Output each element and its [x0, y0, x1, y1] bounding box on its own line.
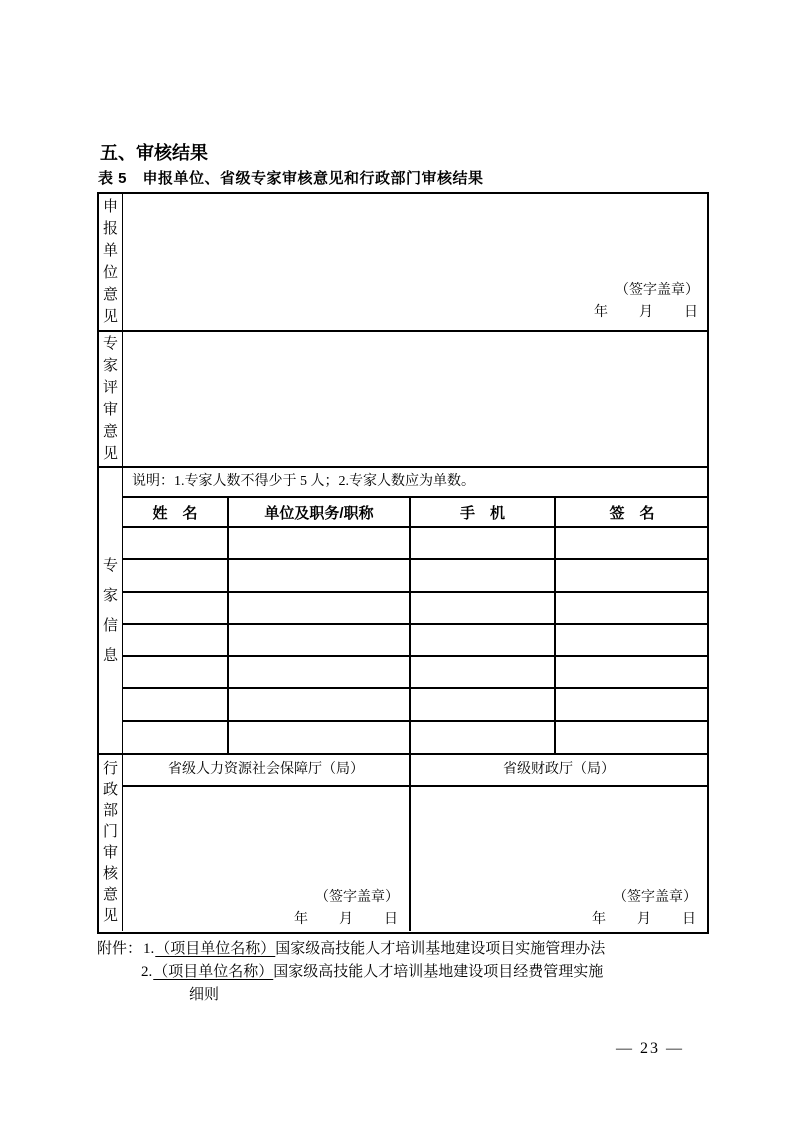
attachment-item-2	[141, 961, 687, 984]
admin-review-label: 行政部门审核意见	[103, 761, 119, 924]
review-table	[97, 192, 709, 934]
expert-table-cell	[555, 656, 708, 688]
expert-table-cell	[228, 656, 410, 688]
expert-review-label: 专家评审意见	[103, 336, 119, 462]
hr-bureau-opinion-cell	[123, 787, 411, 931]
attachment-2-number: 2.	[141, 964, 153, 980]
expert-table-cell	[410, 527, 555, 559]
expert-table-cell	[123, 624, 228, 656]
col-header-signature: 签 名	[555, 498, 708, 527]
finance-bureau-sign-area	[411, 787, 707, 935]
attachment-1-number: 1.	[143, 941, 155, 957]
expert-table-row	[123, 688, 708, 720]
expert-info-section	[99, 466, 707, 753]
expert-table-cell	[410, 688, 555, 720]
hr-bureau-header: 省级人力资源社会保障厅（局）	[123, 755, 411, 785]
expert-info-label-cell	[99, 468, 123, 753]
expert-review-cell	[123, 332, 707, 466]
hr-bureau-sign-area	[123, 787, 409, 935]
applicant-opinion-section	[99, 194, 707, 330]
expert-table-cell	[123, 688, 228, 720]
expert-review-label-cell	[99, 332, 123, 466]
date-line: 年 月 日	[592, 912, 697, 927]
attachment-1-title: 国家级高技能人才培训基地建设项目实施管理办法	[275, 941, 606, 957]
expert-table-cell	[228, 527, 410, 559]
attachment-2-continuation: 细则	[189, 987, 220, 1003]
expert-table-header-row	[123, 498, 708, 527]
admin-review-label-cell	[99, 755, 123, 931]
expert-table-row	[123, 656, 708, 688]
section-heading: 五、审核结果	[100, 143, 208, 163]
expert-table-cell	[228, 559, 410, 591]
admin-body-row	[123, 787, 707, 931]
expert-table-cell	[228, 721, 410, 753]
expert-table-cell	[410, 656, 555, 688]
expert-table-row	[123, 527, 708, 559]
attachment-2-unit-placeholder: （项目单位名称）	[153, 964, 274, 980]
expert-table-cell	[228, 624, 410, 656]
expert-table-row	[123, 721, 708, 753]
col-header-unit-title: 单位及职务/职称	[228, 498, 410, 527]
admin-header-row	[123, 755, 707, 787]
applicant-opinion-label-cell	[99, 194, 123, 330]
expert-table-cell	[410, 559, 555, 591]
attachments-prefix: 附件：	[97, 941, 143, 957]
sign-stamp-text: （签字盖章）	[315, 890, 399, 905]
expert-review-section	[99, 330, 707, 466]
expert-table-cell	[228, 592, 410, 624]
col-header-name: 姓 名	[123, 498, 228, 527]
date-line: 年 月 日	[294, 912, 399, 927]
expert-table-cell	[410, 624, 555, 656]
expert-table-cell	[123, 559, 228, 591]
attachments-block	[97, 938, 687, 1007]
expert-table-cell	[123, 527, 228, 559]
applicant-opinion-label: 申报单位意见	[103, 199, 119, 325]
admin-review-section	[99, 753, 707, 931]
expert-table-cell	[123, 656, 228, 688]
applicant-opinion-cell	[123, 194, 707, 330]
expert-table-cell	[555, 624, 708, 656]
expert-table-row	[123, 559, 708, 591]
expert-table-body	[123, 527, 708, 753]
expert-count-note: 说明：1.专家人数不得少于 5 人；2.专家人数应为单数。	[123, 468, 707, 498]
page-number: — 23 —	[616, 1040, 684, 1057]
expert-table-row	[123, 592, 708, 624]
expert-table-cell	[410, 592, 555, 624]
expert-list-table	[123, 498, 708, 753]
expert-table-cell	[555, 527, 708, 559]
finance-bureau-header: 省级财政厅（局）	[503, 762, 615, 777]
table-caption: 表 5 申报单位、省级专家审核意见和行政部门审核结果	[98, 170, 484, 187]
expert-table-cell	[555, 592, 708, 624]
expert-table-cell	[555, 721, 708, 753]
sign-stamp-text: （签字盖章）	[613, 890, 697, 905]
expert-table-cell	[410, 721, 555, 753]
date-line: 年 月 日	[594, 305, 699, 320]
attachment-1-unit-placeholder: （项目单位名称）	[155, 941, 276, 957]
expert-info-cell	[123, 468, 707, 753]
expert-table-cell	[123, 592, 228, 624]
expert-table-cell	[123, 721, 228, 753]
expert-table-cell	[555, 559, 708, 591]
col-header-mobile: 手 机	[410, 498, 555, 527]
attachment-2-title: 国家级高技能人才培训基地建设项目经费管理实施	[273, 964, 604, 980]
finance-bureau-opinion-cell	[411, 787, 707, 931]
attachment-item-1	[97, 938, 687, 961]
expert-table-cell	[228, 688, 410, 720]
expert-info-label: 专家信息	[103, 557, 119, 664]
admin-review-cell	[123, 755, 707, 931]
sign-stamp-text: （签字盖章）	[615, 283, 699, 298]
expert-table-cell	[555, 688, 708, 720]
expert-table-row	[123, 624, 708, 656]
